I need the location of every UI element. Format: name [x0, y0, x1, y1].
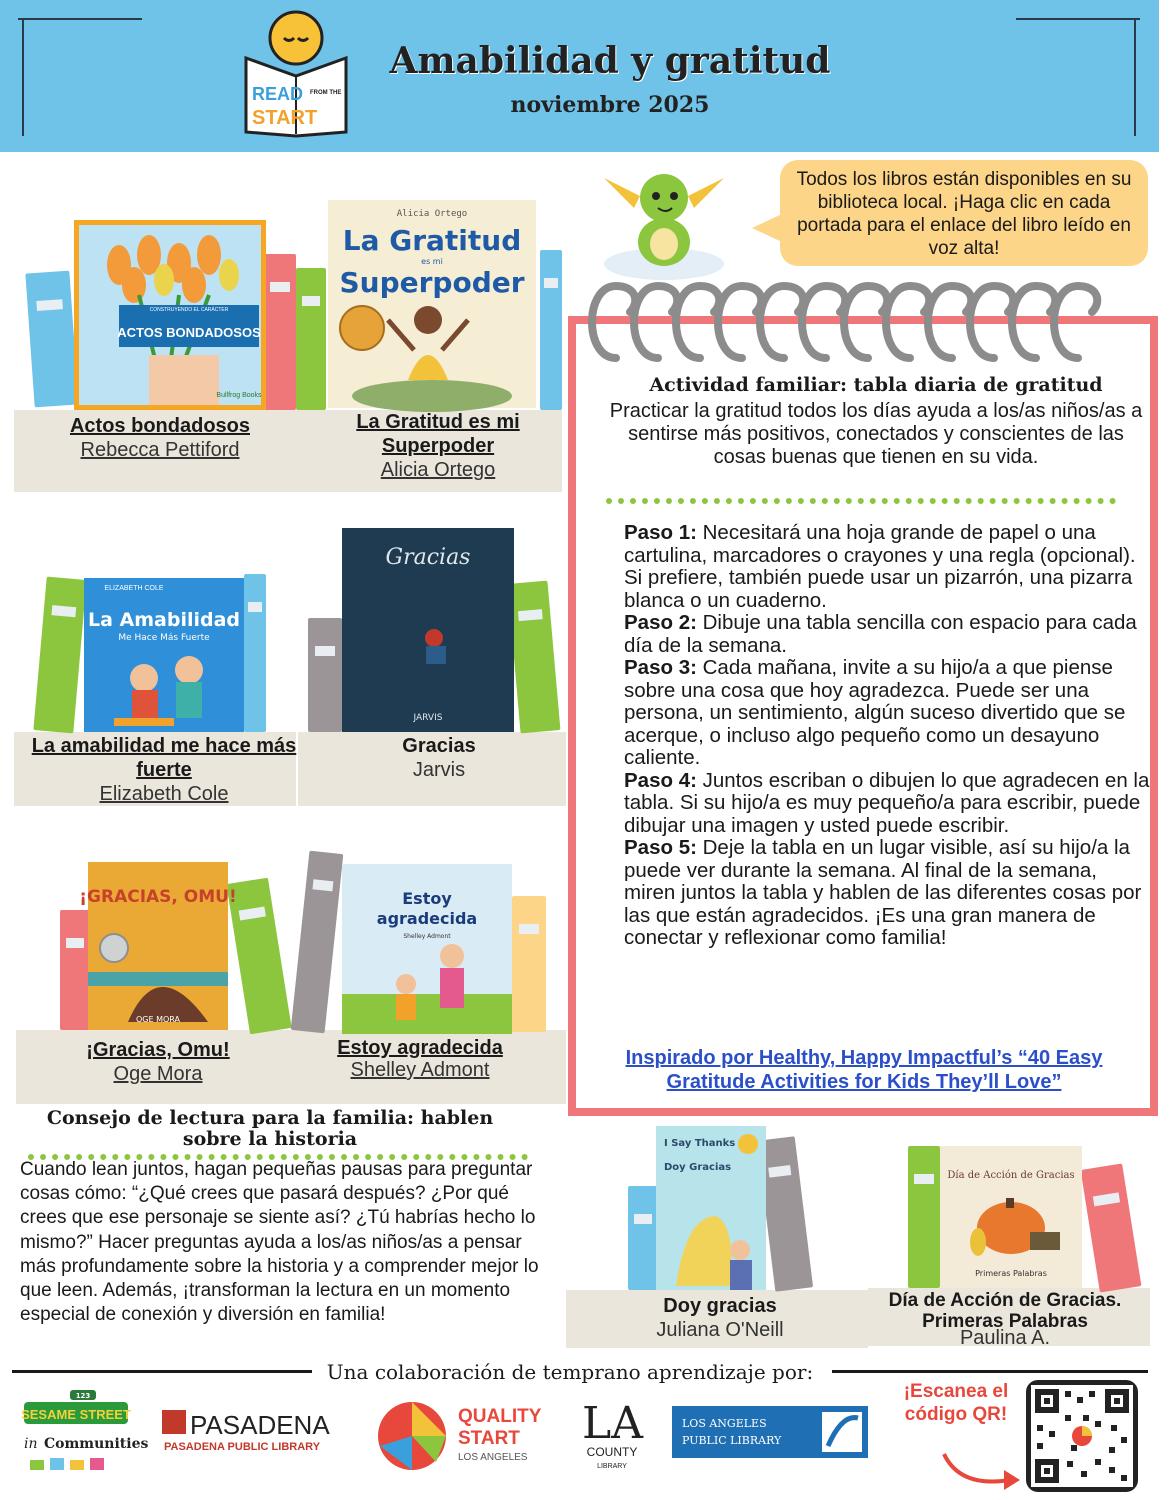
- step-1: Paso 1: Necesitará una hoja grande de papel o una cartulina, marcadores o crayones y una regla (opcional). Si prefiere, también puede usar un pizarrón, una pizarra blanca o un cuaderno.: [624, 521, 1136, 612]
- svg-text:Doy Gracias: Doy Gracias: [664, 1162, 732, 1173]
- footer-rule: [832, 1370, 1148, 1373]
- svg-text:LOS ANGELES: LOS ANGELES: [682, 1417, 767, 1430]
- collaboration-label: Una colaboración de temprano aprendizaje por:: [326, 1360, 814, 1384]
- svg-text:agradecida: agradecida: [376, 909, 478, 928]
- book-spine: [33, 577, 86, 734]
- dotted-divider: [606, 498, 1116, 504]
- svg-text:PASADENA PUBLIC LIBRARY: PASADENA PUBLIC LIBRARY: [164, 1441, 321, 1453]
- svg-text:La Amabilidad: La Amabilidad: [87, 609, 241, 631]
- corner-line: [1016, 18, 1140, 20]
- svg-text:ACTOS BONDADOSOS: ACTOS BONDADOSOS: [117, 325, 261, 340]
- corner-line: [22, 18, 24, 136]
- book-title-link[interactable]: ¡Gracias, Omu!: [86, 1039, 230, 1061]
- footer-rule: [12, 1370, 312, 1373]
- notebook-rings: [580, 278, 1120, 374]
- step-2: Paso 2: Dibuje una tabla sencilla con espacio para cada día de la semana.: [624, 611, 1137, 657]
- book-cover-doy-gracias[interactable]: [656, 1126, 766, 1290]
- corner-line: [18, 18, 142, 20]
- svg-text:es mi: es mi: [421, 257, 443, 266]
- svg-text:PASADENA: PASADENA: [190, 1410, 330, 1440]
- svg-text:FROM THE: FROM THE: [310, 90, 342, 96]
- page-title: Amabilidad y gratitud: [389, 40, 831, 82]
- svg-text:READ: READ: [252, 84, 304, 104]
- read-from-the-start-logo[interactable]: [240, 8, 352, 136]
- svg-text:Estoy: Estoy: [402, 889, 452, 908]
- book-cover-gracias-omu[interactable]: [79, 862, 237, 1030]
- book-author[interactable]: Elizabeth Cole: [99, 783, 229, 805]
- book-spine: [25, 271, 78, 408]
- book-cover-estoy-agradecida[interactable]: [342, 864, 512, 1034]
- book-title-link[interactable]: Estoy agradecida: [337, 1037, 503, 1059]
- inspired-by-link[interactable]: Inspirado por Healthy, Happy Impactful’s “40 Easy Gratitude Activities for Kids They’ll Love”: [625, 1047, 1103, 1093]
- activity-intro: Practicar la gratitud todos los días ayuda a los/as niños/as a sentirse más positivos, conectados y conscientes de las cosas buenas que tienen en su vida.: [609, 400, 1143, 468]
- svg-text:Bullfrog Books: Bullfrog Books: [216, 392, 262, 399]
- svg-text:ELIZABETH COLE: ELIZABETH COLE: [104, 585, 164, 592]
- tip-title: Consejo de lectura para la familia: hablen sobre la historia: [46, 1107, 494, 1150]
- book-title-link[interactable]: Actos bondadosos: [69, 415, 250, 437]
- svg-text:Alicia Ortego: Alicia Ortego: [396, 209, 468, 219]
- book-spine: [60, 910, 90, 1030]
- pasadena-library-logo[interactable]: [160, 1408, 370, 1458]
- svg-text:Shelley Admont: Shelley Admont: [403, 933, 451, 940]
- svg-text:COUNTY: COUNTY: [586, 1445, 638, 1459]
- book-title-link[interactable]: La amabilidad me hace más fuerte: [31, 735, 297, 781]
- step-5: Paso 5: Deje la tabla en un lugar visible, así su hijo/a la puede ver durante la semana. Al final de la semana, miren juntos la tabla y hablen de las diferentes cosas por las que están agradecidos. ¡Es una gran manera de conectar y reflexionar como familia!: [624, 836, 1142, 949]
- book-cover-gracias[interactable]: [342, 528, 514, 732]
- la-public-library-logo[interactable]: [672, 1406, 868, 1458]
- book-author[interactable]: Juliana O'Neill: [656, 1319, 784, 1341]
- book-cover-la-amabilidad[interactable]: [84, 578, 244, 732]
- book-spine: [540, 250, 562, 410]
- tip-body: Cuando lean juntos, hagan pequeñas pausas para preguntar cosas cómo: “¿Qué crees que pasará después? ¿Por qué crees que ese personaje se siente así? ¿Tú habrías hecho lo mismo?” Hacer preguntas ayuda a los/as niños/as a pensar más profundamente sobre la historia y a comprender mejor lo que leen. Además, ¡transforman la lectura en un momento especial de conexión y diversión en familia!: [20, 1159, 539, 1326]
- svg-text:Me Hace Más Fuerte: Me Hace Más Fuerte: [118, 633, 210, 643]
- book-author[interactable]: Oge Mora: [113, 1063, 203, 1085]
- book-cover-dia-de-accion-de-gracias[interactable]: [940, 1146, 1082, 1288]
- svg-text:Superpoder: Superpoder: [339, 266, 525, 299]
- book-spine: [508, 581, 561, 734]
- svg-text:LOS ANGELES: LOS ANGELES: [458, 1452, 528, 1463]
- svg-text:in: in: [24, 1436, 38, 1452]
- book-spine: [628, 1186, 658, 1290]
- book-title-link[interactable]: Doy gracias: [663, 1295, 777, 1317]
- book-cover-actos-bondadosos[interactable]: [74, 220, 266, 410]
- bubble-tail: [752, 214, 782, 242]
- activity-title: Actividad familiar: tabla diaria de gratitud: [649, 374, 1103, 396]
- book-author[interactable]: Jarvis: [412, 759, 466, 781]
- la-county-library-logo[interactable]: [572, 1392, 652, 1472]
- arrow-icon: [940, 1448, 1030, 1494]
- header-banner: [0, 0, 1159, 152]
- book-author[interactable]: Paulina A.: [959, 1327, 1051, 1349]
- dragon-mascot-icon: [594, 158, 734, 282]
- svg-text:QUALITY: QUALITY: [458, 1406, 542, 1427]
- book-spine: [512, 896, 546, 1032]
- library-note-bubble: Todos los libros están disponibles en su biblioteca local. ¡Haga clic en cada portada para el enlace del libro leído en voz alta!: [780, 160, 1148, 266]
- book-spine: [1081, 1163, 1142, 1292]
- corner-line: [1134, 18, 1136, 136]
- svg-text:SESAME STREET: SESAME STREET: [21, 1407, 131, 1422]
- book-title-link[interactable]: Día de Acción de Gracias. Primeras Palabras: [888, 1290, 1122, 1332]
- qr-code[interactable]: [1026, 1380, 1138, 1492]
- svg-text:Gracias: Gracias: [385, 545, 471, 570]
- svg-text:La Gratitud: La Gratitud: [342, 224, 522, 257]
- book-author[interactable]: Shelley Admont: [350, 1059, 490, 1081]
- book-spine: [244, 574, 266, 732]
- svg-text:START: START: [458, 1428, 520, 1449]
- sesame-street-logo[interactable]: [20, 1388, 150, 1472]
- svg-text:LIBRARY: LIBRARY: [597, 1463, 627, 1470]
- book-cover-la-gratitud[interactable]: [328, 200, 536, 408]
- svg-text:LA: LA: [582, 1398, 643, 1449]
- activity-steps: [624, 522, 1150, 950]
- svg-text:Día de Acción de Gracias: Día de Acción de Gracias: [947, 1170, 1075, 1181]
- svg-text:Communities: Communities: [44, 1436, 149, 1452]
- svg-text:I Say Thanks: I Say Thanks: [664, 1138, 736, 1149]
- book-title-link[interactable]: La Gratitud es mi Superpoder: [356, 411, 520, 457]
- step-3: Paso 3: Cada mañana, invite a su hijo/a a que piense sobre una cosa que hoy agradezca. Puede ser una persona, un sentimiento, algún suceso divertido que se acerque, o incluso algo pequeño como un desayuno caliente.: [624, 656, 1126, 769]
- svg-text:CONSTRUYENDO EL CARÁCTER: CONSTRUYENDO EL CARÁCTER: [149, 307, 229, 313]
- step-4: Paso 4: Juntos escriban o dibujen lo que agradecen en la tabla. Si su hijo/a es muy pequeño/a para escribir, puede dibujar una imagen y usted puede escribir.: [624, 768, 1150, 837]
- svg-text:JARVIS: JARVIS: [413, 713, 443, 723]
- svg-text:123: 123: [75, 1392, 91, 1400]
- svg-text:PUBLIC LIBRARY: PUBLIC LIBRARY: [682, 1434, 782, 1447]
- book-spine: [296, 268, 326, 410]
- book-title-link[interactable]: Gracias: [402, 735, 476, 757]
- svg-text:¡GRACIAS, OMU!: ¡GRACIAS, OMU!: [79, 887, 237, 907]
- svg-text:START: START: [252, 107, 318, 129]
- book-spine: [291, 851, 344, 1034]
- book-spine: [908, 1146, 940, 1288]
- book-author[interactable]: Alicia Ortego: [380, 459, 496, 481]
- scan-qr-label: ¡Escanea el código QR!: [903, 1381, 1009, 1425]
- svg-text:OGE MORA: OGE MORA: [136, 1015, 180, 1024]
- book-author[interactable]: Rebecca Pettiford: [80, 439, 240, 461]
- book-spine: [308, 618, 342, 732]
- book-spine: [264, 254, 296, 410]
- page-subtitle: noviembre 2025: [510, 92, 710, 118]
- quality-start-logo[interactable]: [376, 1396, 566, 1476]
- svg-text:Primeras Palabras: Primeras Palabras: [975, 1269, 1047, 1278]
